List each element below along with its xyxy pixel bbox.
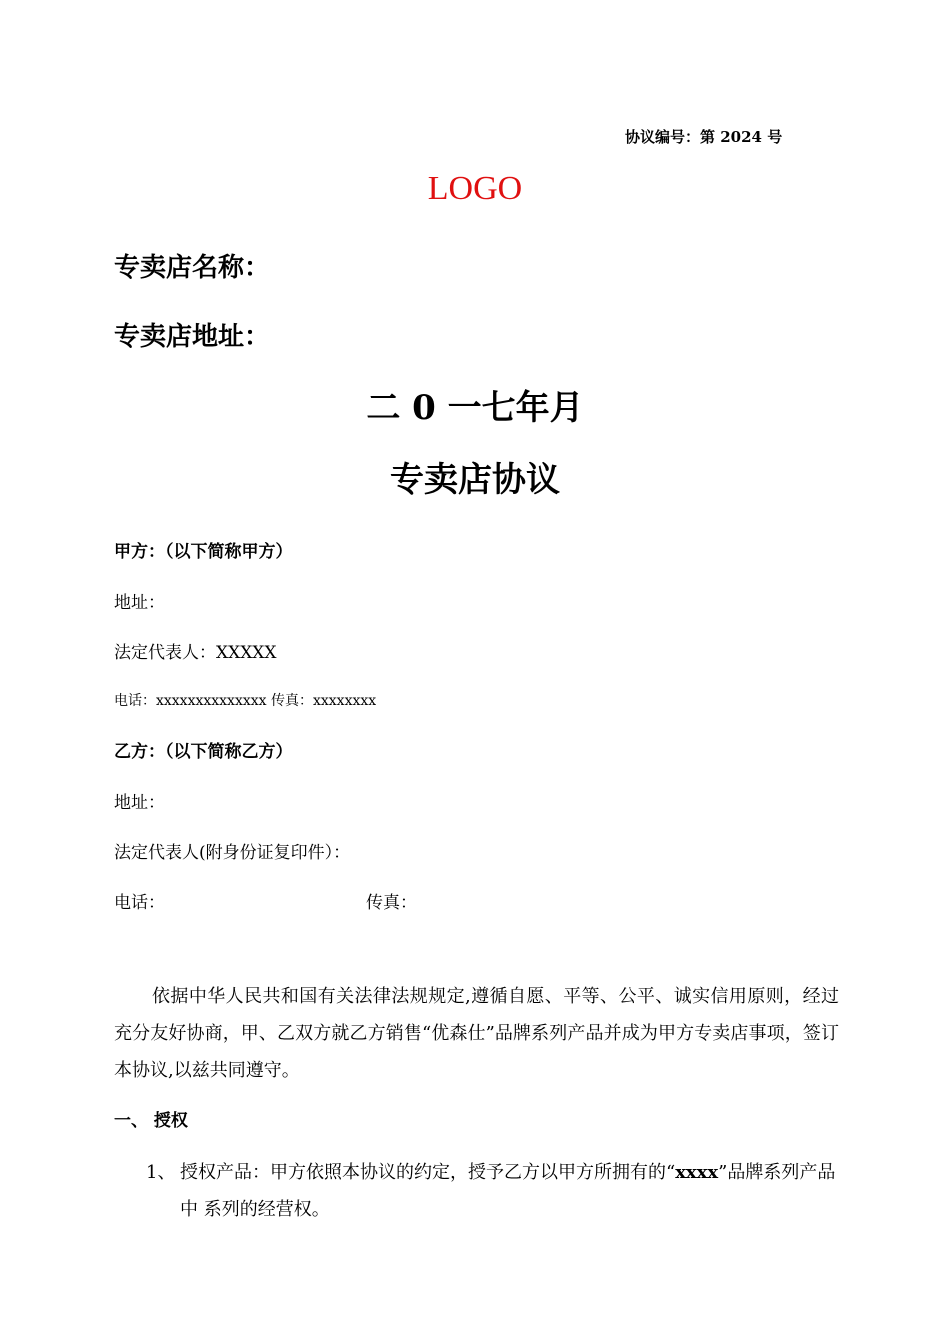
party-b-heading: 乙方：（以下简称乙方） — [114, 742, 293, 762]
intro-paragraph: 依据中华人民共和国有关法律法规规定,遵循自愿、平等、公平、诚实信用原则，经过充分友好协商，甲、乙双方就乙方销售“优森仕”品牌系列产品并成为甲方专卖店事项，签订本协议,以兹共同遵守。 — [114, 986, 839, 1081]
party-b-address: 地址： — [114, 793, 165, 813]
item-number: 1、 — [146, 1162, 176, 1183]
section-title-authorization: 一、 授权 — [114, 1111, 188, 1131]
document-title: 专卖店协议 — [390, 460, 560, 500]
logo-placeholder: LOGO — [427, 170, 523, 207]
agreement-number: 协议编号：第 2024 号 — [625, 128, 783, 146]
party-a-contact: 电话：xxxxxxxxxxxxxx 传真：xxxxxxxx — [114, 693, 377, 709]
party-b-fax: 传真： — [366, 893, 417, 913]
party-a-address: 地址： — [114, 593, 165, 613]
store-address-label: 专卖店地址： — [114, 322, 271, 352]
date-title: 二 0 一七年月 — [366, 388, 584, 428]
party-a-heading: 甲方：（以下简称甲方） — [114, 542, 293, 562]
list-item — [146, 1154, 840, 1228]
brand-name: xxxx — [675, 1162, 719, 1183]
store-name-label: 专卖店名称： — [114, 253, 271, 283]
item-text: 授权产品：甲方依照本协议的约定，授予乙方以甲方所拥有的“xxxx”品牌系列产品中 系列的经营权。 — [180, 1162, 836, 1220]
party-b-legal-rep: 法定代表人(附身份证复印件）： — [114, 843, 351, 863]
party-a-legal-rep: 法定代表人：XXXXX — [114, 643, 277, 663]
party-b-phone: 电话： — [114, 893, 165, 913]
